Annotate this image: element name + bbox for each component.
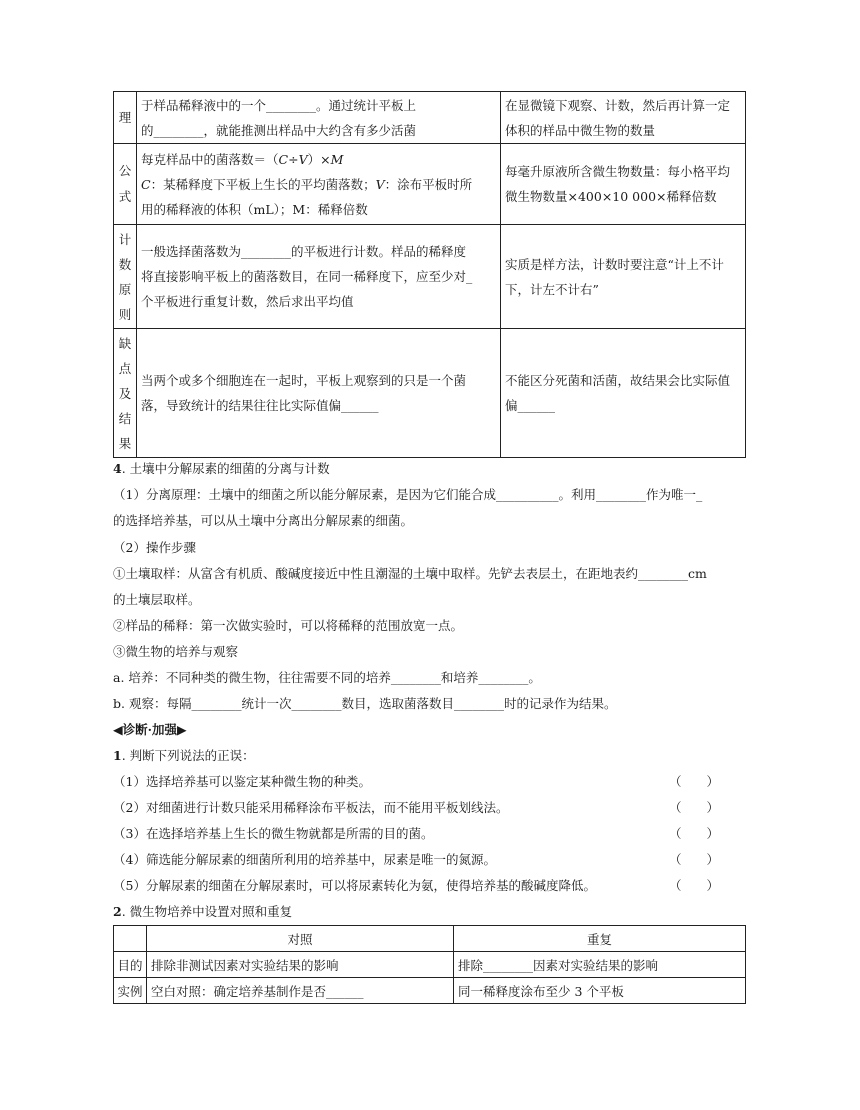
step-culture: ③微生物的培养与观察 bbox=[113, 644, 239, 659]
cell-text: 将直接影响平板上的菌落数目，在同一稀释度下，应至少对_ bbox=[141, 269, 473, 284]
row-label: 缺点及结果 bbox=[118, 335, 132, 451]
row-label: 计数原则 bbox=[118, 231, 132, 322]
judge-statement: （5）分解尿素的细菌在分解尿素时，可以将尿素转化为氨，使得培养基的酸碱度降低。 bbox=[113, 878, 596, 893]
question-2 bbox=[113, 902, 292, 920]
cell-text: 个平板进行重复计数，然后求出平均值 bbox=[141, 294, 354, 309]
question-text: . 判断下列说法的正误： bbox=[121, 748, 255, 763]
cell-text: 在显微镜下观察、计数，然后再计算一定 bbox=[505, 97, 731, 113]
question-number: 1 bbox=[113, 748, 122, 763]
step-sampling-cont: 的土壤层取样。 bbox=[113, 592, 201, 607]
judge-statement: （2）对细菌进行计数只能采用稀释涂布平板法，而不能用平板划线法。 bbox=[113, 800, 509, 815]
question-text: . 微生物培养中设置对照和重复 bbox=[121, 904, 293, 919]
cell-text: 实质是样方法，计数时要注意“计上不计 bbox=[505, 256, 724, 272]
table-row bbox=[114, 92, 746, 144]
cell-text: 于样品稀释液中的一个________。通过统计平板上 bbox=[141, 97, 417, 113]
row-label: 实例 bbox=[114, 978, 147, 1004]
header-cell: 对照 bbox=[147, 926, 454, 952]
step-culture-a: a. 培养：不同种类的微生物，往往需要不同的培养________和培养________。 bbox=[113, 670, 541, 685]
table-row bbox=[114, 329, 746, 458]
row-label: 理 bbox=[114, 92, 137, 144]
table-row bbox=[114, 144, 746, 225]
judge-statement: （3）在选择培养基上生长的微生物就都是所需的目的菌。 bbox=[113, 826, 434, 841]
diagnose-heading: ◀诊断·加强▶ bbox=[113, 722, 187, 737]
formula-legend: C：某稀释度下平板上生长的平均菌落数；V：涂布平板时所 bbox=[141, 176, 473, 192]
separation-principle-cont: 的选择培养基，可以从土壤中分离出分解尿素的细菌。 bbox=[113, 513, 414, 528]
step-sampling: ①土壤取样：从富含有机质、酸碱度接近中性且潮湿的土壤中取样。先铲去表层土，在距地表约________cm bbox=[113, 566, 707, 581]
section-number: 4 bbox=[113, 461, 122, 476]
section-title: . 土壤中分解尿素的细菌的分离与计数 bbox=[121, 461, 330, 476]
cell-text: 不能区分死菌和活菌，故结果会比实际值 bbox=[505, 373, 731, 388]
counting-methods-table bbox=[113, 91, 746, 458]
answer-blank[interactable]: （ ） bbox=[669, 852, 720, 867]
table-header-row bbox=[114, 926, 746, 952]
cell-text: 一般选择菌落数为________的平板进行计数。样品的稀释度 bbox=[141, 244, 467, 259]
row-label: 公式 bbox=[118, 163, 132, 204]
question-1 bbox=[113, 746, 255, 764]
table-row bbox=[114, 952, 746, 978]
header-cell bbox=[114, 926, 147, 952]
formula-text: 每克样品中的菌落数＝（C÷V）×M bbox=[141, 151, 344, 167]
cell-text: 用的稀释液的体积（mL）；M：稀释倍数 bbox=[141, 201, 368, 217]
answer-blank[interactable]: （ ） bbox=[669, 800, 720, 815]
control-repeat-table bbox=[113, 925, 746, 1004]
table-cell: 排除非测试因素对实验结果的影响 bbox=[147, 952, 454, 978]
judge-statement: （4）筛选能分解尿素的细菌所利用的培养基中，尿素是唯一的氮源。 bbox=[113, 852, 496, 867]
table-row bbox=[114, 225, 746, 329]
table-cell: 空白对照：确定培养基制作是否______ bbox=[147, 978, 454, 1004]
answer-blank[interactable]: （ ） bbox=[669, 774, 720, 789]
table-cell: 排除________因素对实验结果的影响 bbox=[454, 952, 746, 978]
answer-blank[interactable]: （ ） bbox=[669, 878, 720, 893]
header-cell: 重复 bbox=[454, 926, 746, 952]
cell-text: 落，导致统计的结果往往比实际值偏______ bbox=[141, 398, 379, 413]
question-number: 2 bbox=[113, 904, 122, 919]
answer-blank[interactable]: （ ） bbox=[669, 826, 720, 841]
cell-text: 体积的样品中微生物的数量 bbox=[505, 122, 656, 138]
section-4-heading bbox=[113, 459, 330, 477]
separation-principle: （1）分离原理：土壤中的细菌之所以能分解尿素，是因为它们能合成__________。利用________作为唯一_ bbox=[113, 487, 703, 502]
judge-statement: （1）选择培养基可以鉴定某种微生物的种类。 bbox=[113, 774, 371, 789]
cell-text: 下，计左不计右” bbox=[505, 281, 599, 297]
cell-text: 每毫升原液所含微生物数量：每小格平均 bbox=[505, 164, 731, 179]
step-culture-b: b. 观察：每隔________统计一次________数目，选取菌落数目________时的记录作为结果。 bbox=[113, 696, 617, 711]
step-dilution: ②样品的稀释：第一次做实验时，可以将稀释的范围放宽一点。 bbox=[113, 618, 464, 633]
table-row bbox=[114, 978, 746, 1004]
cell-text: 的________，就能推测出样品中大约含有多少活菌 bbox=[141, 122, 417, 138]
table-cell: 同一稀释度涂布至少 3 个平板 bbox=[454, 978, 746, 1004]
cell-text: 微生物数量×400×10 000×稀释倍数 bbox=[505, 189, 717, 204]
cell-text: 偏______ bbox=[505, 398, 556, 413]
procedure-heading: （2）操作步骤 bbox=[113, 540, 196, 555]
row-label: 目的 bbox=[114, 952, 147, 978]
cell-text: 当两个或多个细胞连在一起时，平板上观察到的只是一个菌 bbox=[141, 373, 467, 388]
